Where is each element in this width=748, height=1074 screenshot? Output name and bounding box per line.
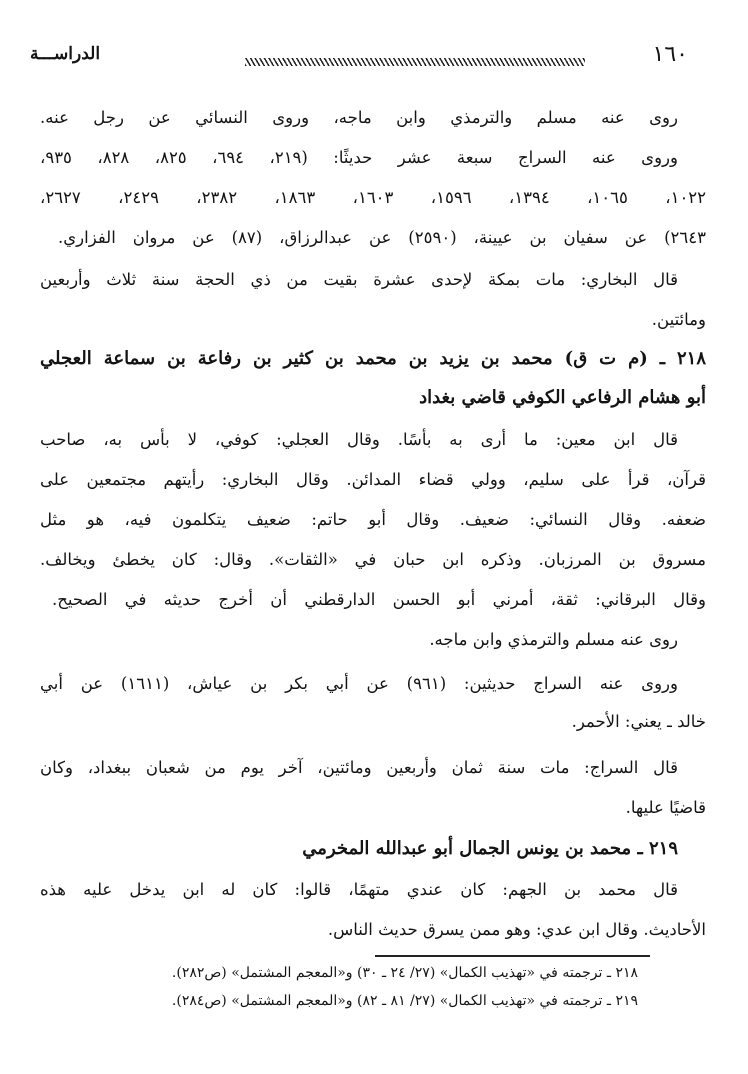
text-line: وروى عنه السراج حديثين: (٩٦١) عن أبي بكر بن عياش، (١٦١١) عن أبي: [40, 674, 678, 693]
page-number: ١٦٠: [652, 42, 688, 67]
footnote: ٢١٨ ـ ترجمته في «تهذيب الكمال» (٢٧/ ٢٤ ـ ٣٠) و«المعجم المشتمل» (ص٢٨٢).: [171, 965, 638, 981]
text-line: خالد ـ يعني: الأحمر.: [571, 712, 706, 731]
text-line: وروى عنه السراج سبعة عشر حديثًا: (٢١٩، ٦٩٤، ٨٢٥، ٨٢٨، ٩٣٥،: [40, 148, 678, 167]
text-line: مسروق بن المرزبان. وذكره ابن حبان في «الثقات». وقال: كان يخطئ ويخالف.: [40, 550, 706, 569]
header-decorative-rule: [245, 58, 585, 66]
running-header-title: الدراســـة: [30, 44, 101, 64]
footnote-separator: [375, 955, 650, 957]
entry-heading: أبو هشام الرفاعي الكوفي قاضي بغداد: [419, 387, 706, 408]
text-line: قال محمد بن الجهم: كان عندي متهمًا، قالوا: كان له ابن يدخل عليه هذه: [40, 880, 678, 899]
entry-heading: ٢١٩ ـ محمد بن يونس الجمال أبو عبدالله المخرمي: [302, 838, 678, 859]
text-line: وقال البرقاني: ثقة، أمرني أبو الحسن الدارقطني أن أخرج حديثه في الصحيح.: [52, 590, 706, 609]
footnote: ٢١٩ ـ ترجمته في «تهذيب الكمال» (٢٧/ ٨١ ـ ٨٢) و«المعجم المشتمل» (ص٢٨٤).: [171, 993, 638, 1009]
text-line: ١٠٢٢، ١٠٦٥، ١٣٩٤، ١٥٩٦، ١٦٠٣، ١٨٦٣، ٢٣٨٢، ٢٤٢٩، ٢٦٢٧،: [40, 188, 707, 207]
text-line: ومائتين.: [651, 310, 706, 329]
text-line: الأحاديث. وقال ابن عدي: وهو ممن يسرق حديث الناس.: [327, 920, 706, 939]
text-line: قال البخاري: مات بمكة لإحدى عشرة بقيت من ذي الحجة سنة ثلاث وأربعين: [40, 270, 678, 289]
text-line: قاضيًا عليها.: [625, 798, 706, 817]
text-line: قال السراج: مات سنة ثمان وأربعين ومائتين، آخر يوم من شعبان ببغداد، وكان: [40, 758, 678, 777]
text-line: روى عنه مسلم والترمذي وابن ماجه، وروى النسائي عن رجل عنه.: [40, 108, 678, 127]
text-line: قرآن، قرأ على سليم، وولي قضاء المدائن. وقال البخاري: رأيتهم مجتمعين على: [40, 470, 706, 489]
text-line: روى عنه مسلم والترمذي وابن ماجه.: [429, 630, 678, 649]
text-line: ضعفه. وقال النسائي: ضعيف. وقال أبو حاتم: ضعيف يتكلمون فيه، هو مثل: [40, 510, 706, 529]
entry-heading: ٢١٨ ـ (م ت ق) محمد بن يزيد بن محمد بن كثير بن رفاعة بن سماعة العجلي: [40, 348, 706, 369]
text-line: ٢٦٤٣) عن سفيان بن عيينة، (٢٥٩٠) عن عبدالرزاق، (٨٧) عن مروان الفزاري.: [58, 228, 706, 247]
text-line: قال ابن معين: ما أرى به بأسًا. وقال العجلي: كوفي، لا بأس به، صاحب: [40, 430, 678, 449]
